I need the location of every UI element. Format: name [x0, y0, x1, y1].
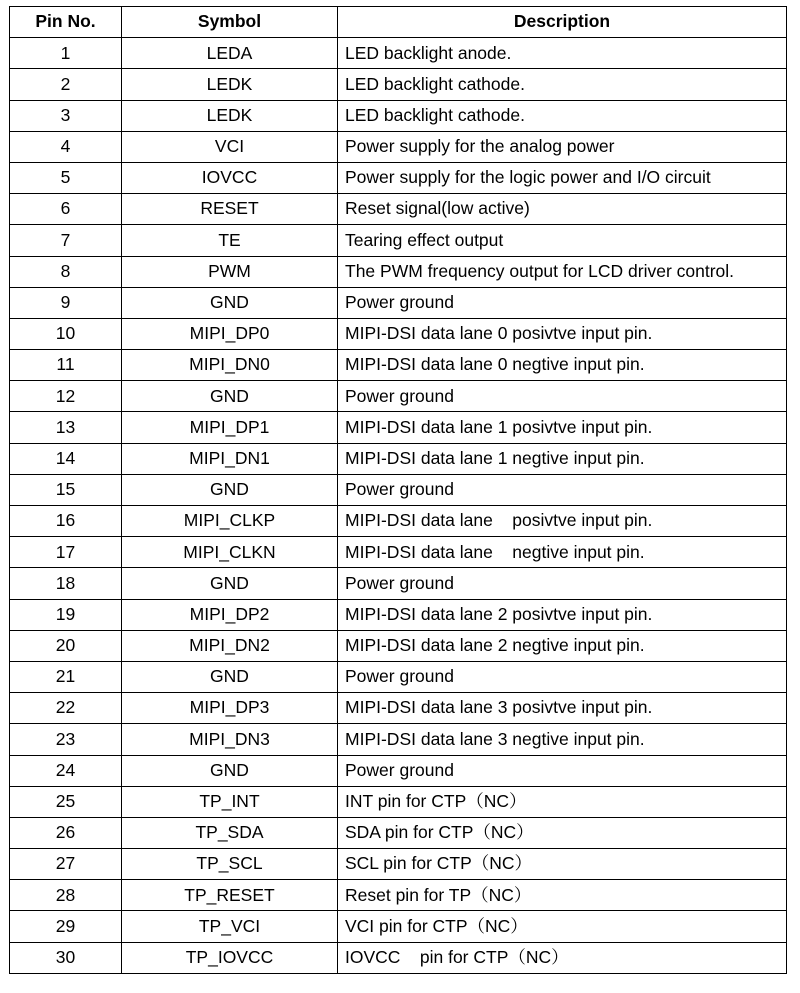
table-row: [10, 287, 787, 318]
table-row: [10, 162, 787, 193]
symbol-cell: GND: [122, 381, 338, 412]
symbol-cell: MIPI_DP3: [122, 693, 338, 724]
description-cell: MIPI-DSI data lane 2 posivtve input pin.: [338, 599, 787, 630]
description-cell: MIPI-DSI data lane 2 negtive input pin.: [338, 630, 787, 661]
description-cell: LED backlight cathode.: [338, 69, 787, 100]
symbol-cell: GND: [122, 287, 338, 318]
symbol-cell: MIPI_DP0: [122, 318, 338, 349]
pin-number-cell: 23: [10, 724, 122, 755]
table-row: [10, 194, 787, 225]
table-row: [10, 661, 787, 692]
description-cell: Tearing effect output: [338, 225, 787, 256]
table-row: [10, 474, 787, 505]
table-row: [10, 537, 787, 568]
pin-number-cell: 8: [10, 256, 122, 287]
header-pin-no: Pin No.: [10, 7, 122, 38]
symbol-cell: GND: [122, 568, 338, 599]
table-row: [10, 911, 787, 942]
pin-number-cell: 4: [10, 131, 122, 162]
description-cell: MIPI-DSI data lane 3 posivtve input pin.: [338, 693, 787, 724]
pin-number-cell: 9: [10, 287, 122, 318]
table-row: [10, 630, 787, 661]
pin-number-cell: 29: [10, 911, 122, 942]
table-row: [10, 724, 787, 755]
symbol-cell: LEDK: [122, 69, 338, 100]
description-cell: INT pin for CTP（NC）: [338, 786, 787, 817]
description-cell: MIPI-DSI data lane 1 negtive input pin.: [338, 443, 787, 474]
table-row: [10, 225, 787, 256]
table-row: [10, 256, 787, 287]
pin-number-cell: 3: [10, 100, 122, 131]
table-row: [10, 693, 787, 724]
symbol-cell: IOVCC: [122, 162, 338, 193]
table-row: [10, 849, 787, 880]
pin-number-cell: 1: [10, 38, 122, 69]
pin-number-cell: 10: [10, 318, 122, 349]
description-cell: The PWM frequency output for LCD driver control.: [338, 256, 787, 287]
table-row: [10, 817, 787, 848]
table-row: [10, 38, 787, 69]
table-row: [10, 69, 787, 100]
description-cell: MIPI-DSI data lane posivtve input pin.: [338, 506, 787, 537]
symbol-cell: TP_INT: [122, 786, 338, 817]
pin-number-cell: 13: [10, 412, 122, 443]
pin-definition-table: [9, 6, 787, 974]
description-cell: IOVCC pin for CTP（NC）: [338, 942, 787, 973]
symbol-cell: GND: [122, 755, 338, 786]
table-row: [10, 443, 787, 474]
pin-number-cell: 15: [10, 474, 122, 505]
pin-number-cell: 30: [10, 942, 122, 973]
table-row: [10, 786, 787, 817]
description-cell: Power ground: [338, 381, 787, 412]
description-cell: MIPI-DSI data lane 3 negtive input pin.: [338, 724, 787, 755]
pin-number-cell: 27: [10, 849, 122, 880]
description-cell: MIPI-DSI data lane 1 posivtve input pin.: [338, 412, 787, 443]
symbol-cell: GND: [122, 661, 338, 692]
description-cell: Reset pin for TP（NC）: [338, 880, 787, 911]
description-cell: Reset signal(low active): [338, 194, 787, 225]
symbol-cell: LEDK: [122, 100, 338, 131]
symbol-cell: MIPI_DP2: [122, 599, 338, 630]
table-header-row: [10, 7, 787, 38]
table-row: [10, 942, 787, 973]
symbol-cell: MIPI_DN2: [122, 630, 338, 661]
pin-number-cell: 22: [10, 693, 122, 724]
symbol-cell: MIPI_DN1: [122, 443, 338, 474]
pin-number-cell: 18: [10, 568, 122, 599]
description-cell: MIPI-DSI data lane 0 negtive input pin.: [338, 350, 787, 381]
description-cell: LED backlight cathode.: [338, 100, 787, 131]
description-cell: SCL pin for CTP（NC）: [338, 849, 787, 880]
symbol-cell: MIPI_DP1: [122, 412, 338, 443]
symbol-cell: TE: [122, 225, 338, 256]
description-cell: Power ground: [338, 287, 787, 318]
pin-number-cell: 14: [10, 443, 122, 474]
pin-number-cell: 11: [10, 350, 122, 381]
symbol-cell: MIPI_DN0: [122, 350, 338, 381]
description-cell: MIPI-DSI data lane 0 posivtve input pin.: [338, 318, 787, 349]
table-row: [10, 880, 787, 911]
pin-number-cell: 17: [10, 537, 122, 568]
symbol-cell: MIPI_DN3: [122, 724, 338, 755]
pin-number-cell: 20: [10, 630, 122, 661]
symbol-cell: TP_RESET: [122, 880, 338, 911]
pin-number-cell: 16: [10, 506, 122, 537]
description-cell: SDA pin for CTP（NC）: [338, 817, 787, 848]
header-symbol: Symbol: [122, 7, 338, 38]
symbol-cell: RESET: [122, 194, 338, 225]
symbol-cell: TP_SCL: [122, 849, 338, 880]
table-body: [10, 38, 787, 974]
symbol-cell: MIPI_CLKN: [122, 537, 338, 568]
table-row: [10, 381, 787, 412]
symbol-cell: TP_IOVCC: [122, 942, 338, 973]
pin-number-cell: 26: [10, 817, 122, 848]
header-description: Description: [338, 7, 787, 38]
symbol-cell: TP_VCI: [122, 911, 338, 942]
pin-number-cell: 24: [10, 755, 122, 786]
description-cell: VCI pin for CTP（NC）: [338, 911, 787, 942]
pin-number-cell: 12: [10, 381, 122, 412]
symbol-cell: TP_SDA: [122, 817, 338, 848]
table-row: [10, 412, 787, 443]
pin-number-cell: 5: [10, 162, 122, 193]
description-cell: Power ground: [338, 568, 787, 599]
pin-number-cell: 25: [10, 786, 122, 817]
pin-number-cell: 19: [10, 599, 122, 630]
description-cell: Power ground: [338, 661, 787, 692]
pin-number-cell: 6: [10, 194, 122, 225]
description-cell: Power supply for the logic power and I/O circuit: [338, 162, 787, 193]
pin-number-cell: 21: [10, 661, 122, 692]
table-row: [10, 350, 787, 381]
table-row: [10, 755, 787, 786]
table-row: [10, 599, 787, 630]
table-row: [10, 100, 787, 131]
table-row: [10, 568, 787, 599]
pin-number-cell: 2: [10, 69, 122, 100]
symbol-cell: LEDA: [122, 38, 338, 69]
symbol-cell: GND: [122, 474, 338, 505]
description-cell: Power supply for the analog power: [338, 131, 787, 162]
symbol-cell: VCI: [122, 131, 338, 162]
description-cell: LED backlight anode.: [338, 38, 787, 69]
description-cell: MIPI-DSI data lane negtive input pin.: [338, 537, 787, 568]
description-cell: Power ground: [338, 755, 787, 786]
table-row: [10, 131, 787, 162]
symbol-cell: PWM: [122, 256, 338, 287]
pin-number-cell: 28: [10, 880, 122, 911]
description-cell: Power ground: [338, 474, 787, 505]
table-row: [10, 506, 787, 537]
table-row: [10, 318, 787, 349]
symbol-cell: MIPI_CLKP: [122, 506, 338, 537]
pin-number-cell: 7: [10, 225, 122, 256]
